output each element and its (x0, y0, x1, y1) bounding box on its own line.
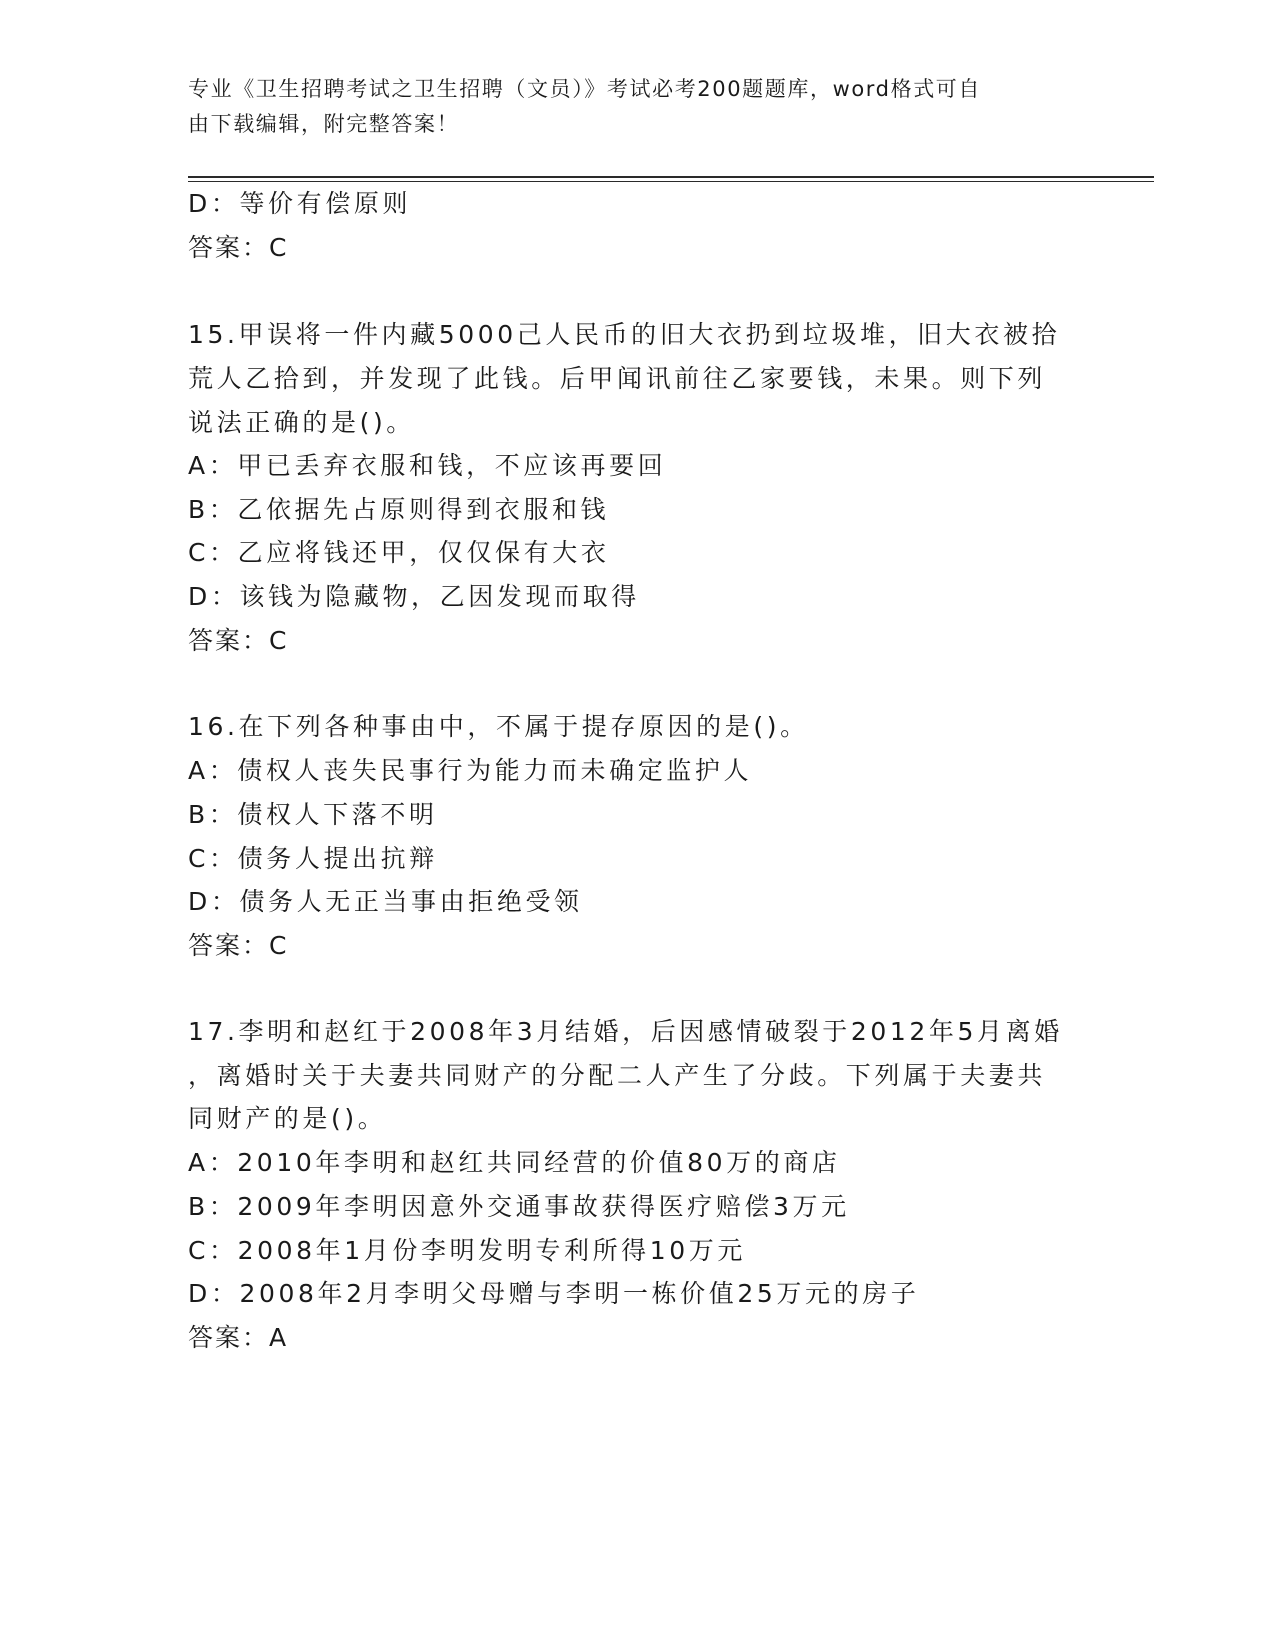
q17-option-d: D：2008年2月李明父母赠与李明一栋价值25万元的房子 (188, 1279, 920, 1308)
document-header (188, 72, 1088, 142)
q15-answer: 答案：C (188, 626, 289, 655)
q15-stem-line-2: 荒人乙拾到，并发现了此钱。后甲闻讯前往乙家要钱，未果。则下列 (188, 364, 1047, 393)
q16-answer: 答案：C (188, 931, 289, 960)
header-divider-thin (188, 181, 1154, 182)
q15-option-c: C：乙应将钱还甲，仅仅保有大衣 (188, 538, 610, 567)
header-line-1: 专业《卫生招聘考试之卫生招聘（文员）》考试必考200题题库，word格式可自 (188, 77, 981, 101)
q17-stem-line-2: ，离婚时关于夫妻共同财产的分配二人产生了分歧。下列属于夫妻共 (188, 1061, 1047, 1090)
q15-stem-line-3: 说法正确的是()。 (188, 408, 415, 437)
q16-option-b: B：债权人下落不明 (188, 800, 438, 829)
q17-option-a: A：2010年李明和赵红共同经营的价值80万的商店 (188, 1148, 841, 1177)
header-line-2: 由下载编辑，附完整答案！ (188, 112, 460, 136)
q16-stem-line-1: 16.在下列各种事由中，不属于提存原因的是()。 (188, 712, 809, 741)
q15-stem-line-1: 15.甲误将一件内藏5000己人民币的旧大衣扔到垃圾堆，旧大衣被拾 (188, 320, 1061, 349)
q17-option-b: B：2009年李明因意外交通事故获得医疗赔偿3万元 (188, 1192, 850, 1221)
q17-stem-line-3: 同财产的是()。 (188, 1104, 387, 1133)
q15-option-d: D：该钱为隐藏物，乙因发现而取得 (188, 582, 640, 611)
q17-stem-line-1: 17.李明和赵红于2008年3月结婚，后因感情破裂于2012年5月离婚 (188, 1017, 1063, 1046)
q15-option-b: B：乙依据先占原则得到衣服和钱 (188, 495, 610, 524)
header-divider-thick (188, 176, 1154, 178)
q14-option-d: D：等价有偿原则 (188, 189, 412, 218)
q16-option-a: A：债权人丧失民事行为能力而未确定监护人 (188, 756, 753, 785)
q15-option-a: A：甲已丢弃衣服和钱，不应该再要回 (188, 451, 667, 480)
q17-option-c: C：2008年1月份李明发明专利所得10万元 (188, 1236, 746, 1265)
q16-option-c: C：债务人提出抗辩 (188, 844, 438, 873)
q14-answer: 答案：C (188, 233, 289, 262)
q16-option-d: D：债务人无正当事由拒绝受领 (188, 887, 583, 916)
q17-answer: 答案：A (188, 1323, 289, 1352)
